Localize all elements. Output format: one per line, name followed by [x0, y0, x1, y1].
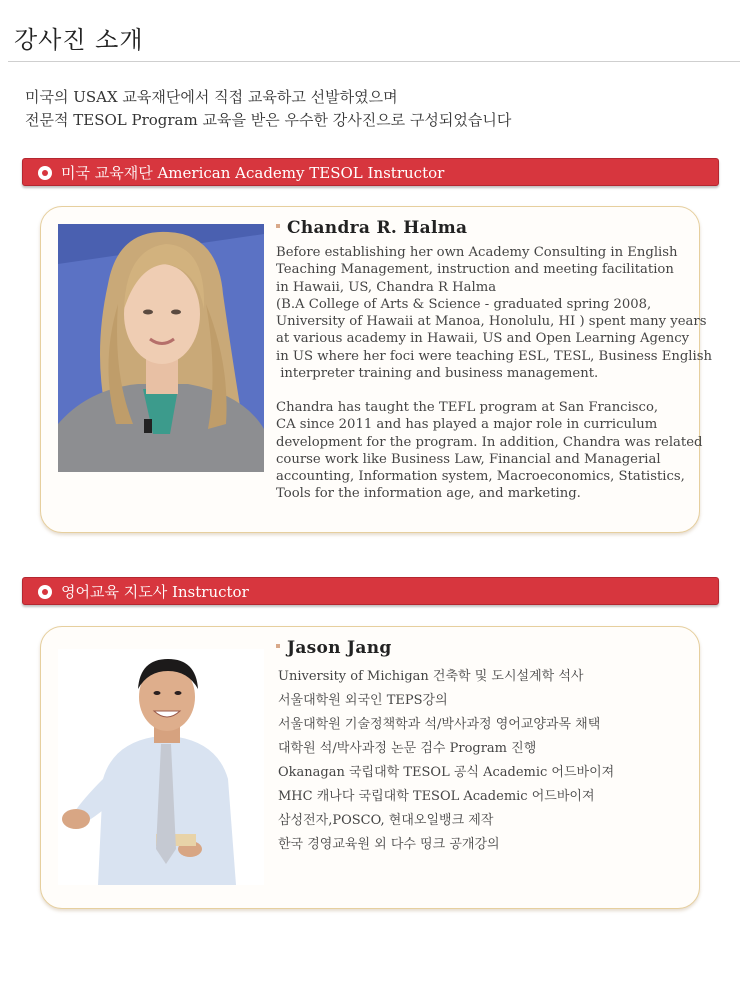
- instructor-card-chandra: [40, 206, 712, 533]
- credential-item: 서울대학원 외국인 TEPS강의: [278, 693, 448, 708]
- instructor-name-text: Jason Jang: [287, 638, 392, 658]
- square-marker-icon: [276, 644, 280, 648]
- section-header-american-academy: [22, 158, 719, 186]
- page-title: 강사진 소개: [14, 26, 144, 54]
- title-divider: [8, 61, 740, 62]
- square-marker-icon: [276, 224, 280, 228]
- instructor-name-text: Chandra R. Halma: [287, 218, 468, 238]
- instructor-card-jason: [40, 626, 700, 909]
- credential-item: 서울대학원 기술정책학과 석/박사과정 영어교양과목 채택: [278, 717, 601, 732]
- instructor-photo-jason: [58, 649, 264, 885]
- intro-text: [25, 86, 511, 132]
- instructor-bio-paragraph-1: Before establishing her own Academy Consulting in English Teaching Management, instruction and meeting facilitation in Hawaii, US, Chandra R Halma (B.A College of Arts & Science - graduated spring 2008, University of Hawaii at Manoa, Honolulu, HI ) spent many years at various academy in Hawaii, US and Open Learning Agency in US where her foci were teaching ESL, TESL, Business English interpreter training and business management.: [276, 245, 712, 382]
- credential-item: University of Michigan 건축학 및 도시설계학 석사: [278, 669, 584, 684]
- section-heading: 미국 교육재단 American Academy TESOL Instructor: [61, 164, 445, 182]
- instructor-bio-paragraph-2: Chandra has taught the TEFL program at San Francisco, CA since 2011 and has played a major role in curriculum development for the program. In addition, Chandra was related course work like Business Law, Financial and Managerial accounting, Information system, Macroeconomics, Statistics, Tools for the information age, and marketing.: [276, 400, 703, 502]
- section-heading: 영어교육 지도사 Instructor: [61, 583, 249, 601]
- credential-item: MHC 캐나다 국립대학 TESOL Academic 어드바이져: [278, 789, 595, 804]
- credential-item: 삼성전자,POSCO, 현대오일뱅크 제작: [278, 813, 494, 828]
- instructor-credentials-list: [278, 665, 614, 857]
- intro-line-1: 미국의 USAX 교육재단에서 직접 교육하고 선발하였으며: [25, 88, 398, 106]
- credential-item: 한국 경영교육원 외 다수 띵크 공개강의: [278, 837, 500, 852]
- circle-bullet-icon: [38, 585, 52, 599]
- instructor-name-chandra: [276, 218, 467, 238]
- instructor-name-jason: [276, 638, 392, 658]
- instructor-photo-chandra: [58, 224, 264, 472]
- credential-item: 대학원 석/박사과정 논문 검수 Program 진행: [278, 741, 537, 756]
- section-header-english-instructor: [22, 577, 719, 605]
- circle-bullet-icon: [38, 166, 52, 180]
- intro-line-2: 전문적 TESOL Program 교육을 받은 우수한 강사진으로 구성되었습니다: [25, 111, 512, 129]
- credential-item: Okanagan 국립대학 TESOL 공식 Academic 어드바이져: [278, 765, 615, 780]
